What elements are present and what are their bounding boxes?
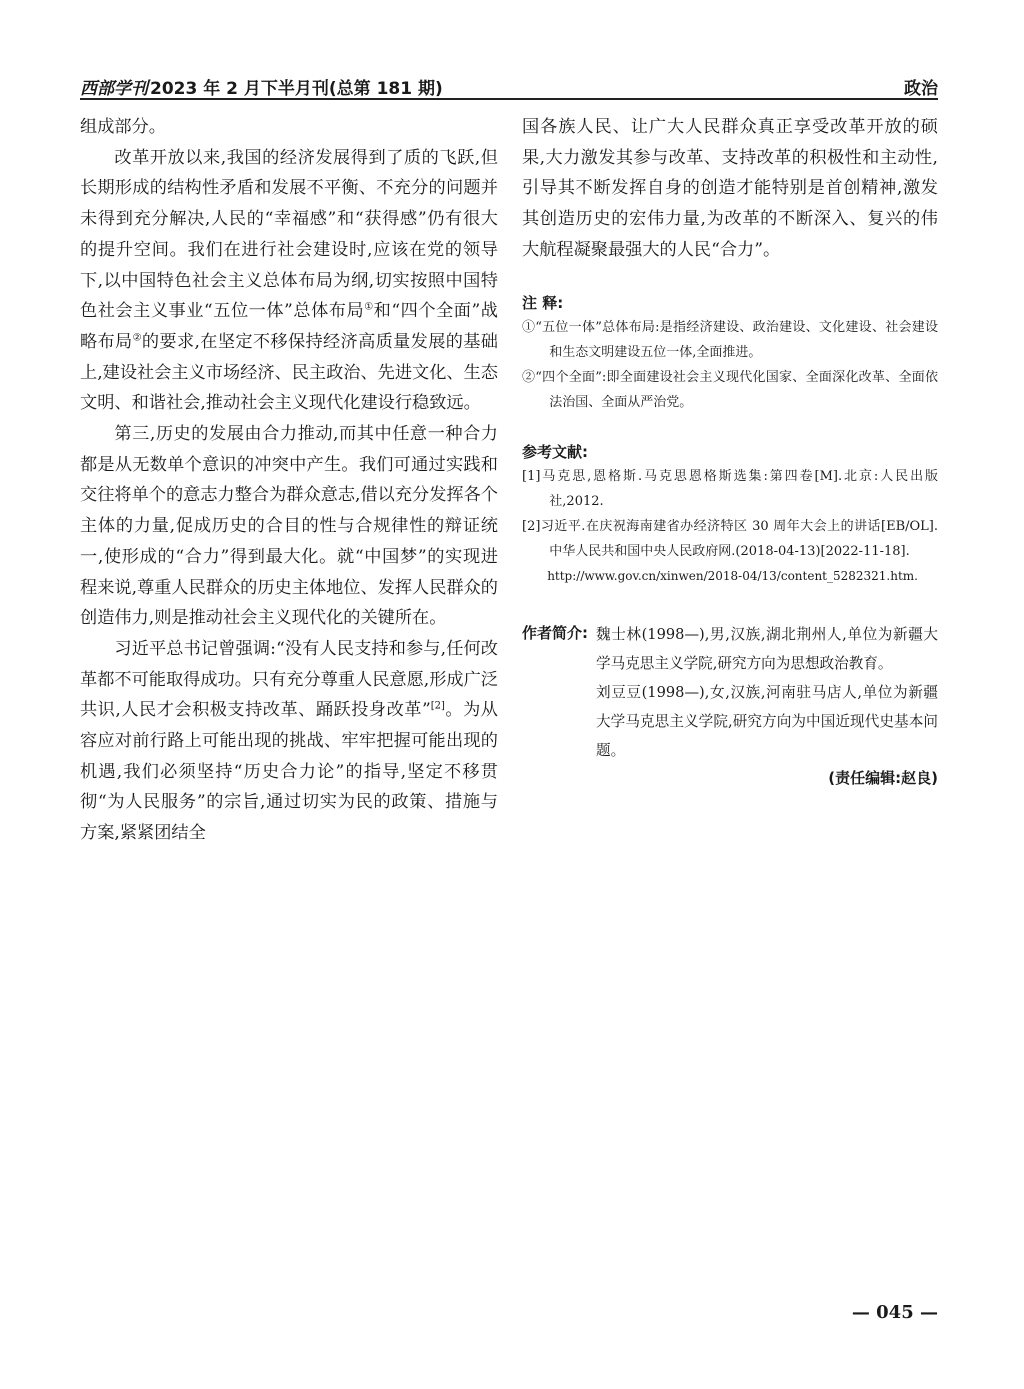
note-item: ②“四个全面”:即全面建设社会主义现代化国家、全面深化改革、全面依法治国、全面从严治党。 — [522, 369, 938, 410]
paragraph: 第三,历史的发展由合力推动,而其中任意一种合力都是从无数单个意识的冲突中产生。我们可通过实践和交往将单个的意志力整合为群众意志,借以充分发挥各个主体的力量,促成历史的合目的性与合规律性的辩证统一,使形成的“合力”得到最大化。就“中国梦”的实现进程来说,尊重人民群众的历史主体地位、发挥人民群众的创造伟力,则是推动社会主义现代化的关键所在。 — [80, 424, 498, 629]
author-bio — [522, 620, 938, 788]
note-item: ①“五位一体”总体布局:是指经济建设、政治建设、文化建设、社会建设和生态文明建设五位一体,全面推进。 — [522, 319, 938, 360]
header-rule — [80, 98, 938, 100]
citation-mark: [2] — [430, 700, 445, 712]
page-number: — 045 — — [851, 1302, 938, 1323]
reference-item: [2]习近平.在庆祝海南建省办经济特区 30 周年大会上的讲话[EB/OL].中华人民共和国中央人民政府网.(2018-04-13)[2022-11-18]. — [522, 518, 938, 559]
note-mark: ② — [132, 332, 142, 344]
page-header — [80, 70, 938, 100]
reference-item: [1]马克思,恩格斯.马克思恩格斯选集:第四卷[M].北京:人民出版社,2012. — [522, 468, 938, 509]
journal-logo: 西部学刊 — [80, 79, 148, 99]
notes-title: 注 释: — [522, 293, 564, 312]
author-label: 作者简介: — [522, 623, 588, 642]
right-column — [522, 112, 938, 788]
section-name: 政治 — [904, 79, 938, 99]
responsible-editor: (责任编辑:赵良) — [828, 768, 938, 787]
issue-info: 2023 年 2 月下半月刊(总第 181 期) — [150, 79, 443, 99]
author-entry: 魏士林(1998—),男,汉族,湖北荆州人,单位为新疆大学马克思主义学院,研究方向为思想政治教育。 — [596, 625, 938, 672]
author-entry: 刘豆豆(1998—),女,汉族,河南驻马店人,单位为新疆大学马克思主义学院,研究方向为中国近现代史基本问题。 — [596, 683, 938, 759]
reference-url: http://www.gov.cn/xinwen/2018-04/13/content_5282321.htm. — [547, 568, 918, 583]
references-title: 参考文献: — [522, 442, 588, 461]
paragraph: 组成部分。 — [80, 117, 166, 137]
left-column — [80, 112, 498, 849]
journal-issue — [80, 74, 443, 99]
paragraph: 国各族人民、让广大人民群众真正享受改革开放的硕果,大力激发其参与改革、支持改革的积极性和主动性,引导其不断发挥自身的创造才能特别是首创精神,激发其创造历史的宏伟力量,为改革的不断深入、复兴的伟大航程凝聚最强大的人民“合力”。 — [522, 117, 938, 260]
paragraph: 改革开放以来,我国的经济发展得到了质的飞跃,但长期形成的结构性矛盾和发展不平衡、不充分的问题并未得到充分解决,人民的“幸福感”和“获得感”仍有很大的提升空间。我们在进行社会建设时,应该在党的领导下,以中国特色社会主义总体布局为纲,切实按照中国特色社会主义事业“五位一体”总体布局①和“四个全面”战略布局②的要求,在坚定不移保持经济高质量发展的基础上,建设社会主义市场经济、民主政治、先进文化、生态文明、和谐社会,推动社会主义现代化建设行稳致远。 — [80, 147, 498, 414]
paragraph: 习近平总书记曾强调:“没有人民支持和参与,任何改革都不可能取得成功。只有充分尊重人民意愿,形成广泛共识,人民才会积极支持改革、踊跃投身改革”[2]。为从容应对前行路上可能出现的挑战、牢牢把握可能出现的机遇,我们必须坚持“历史合力论”的指导,坚定不移贯彻“为人民服务”的宗旨,通过切实为民的政策、措施与方案,紧紧团结全 — [80, 638, 498, 844]
note-mark: ① — [364, 301, 374, 313]
